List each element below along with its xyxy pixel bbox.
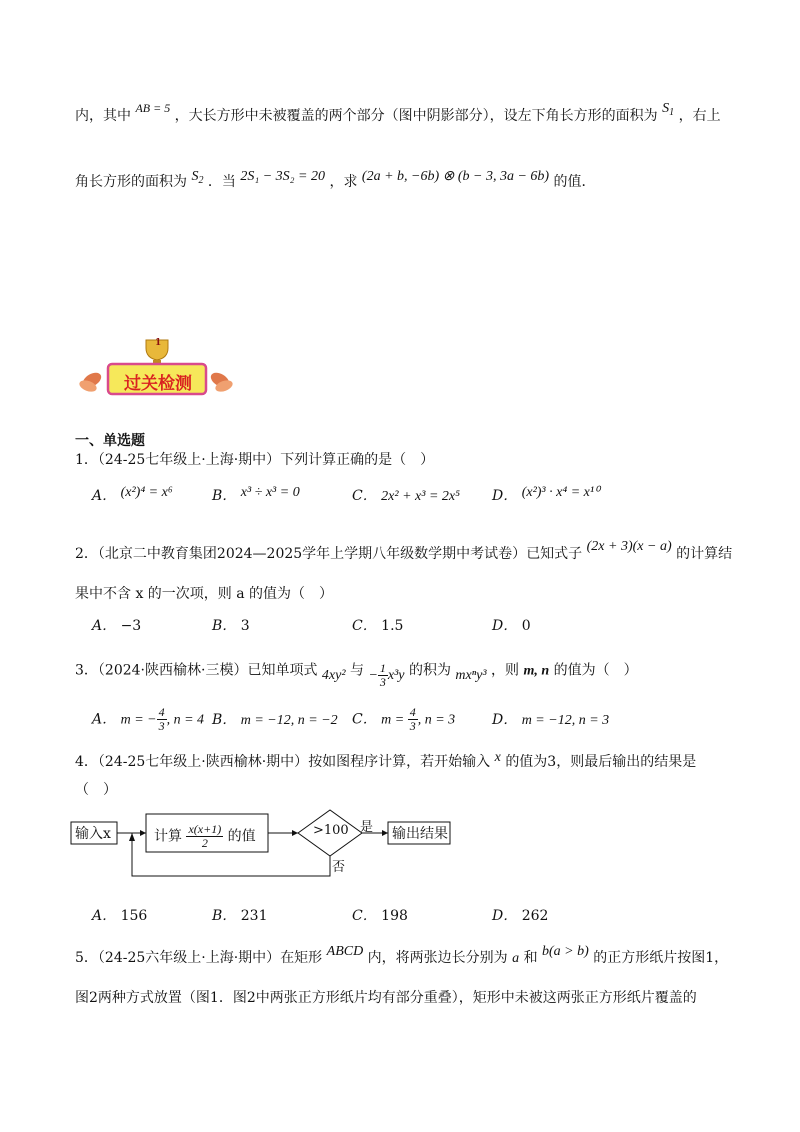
intro-line-2 [75, 169, 596, 197]
q2-option-b[interactable]: B． 3 [212, 618, 250, 634]
intro-text: ．当 [207, 174, 236, 190]
question-5-line-2: 图2两种方式放置（图1．图2中两张正方形纸片均有部分重叠），矩形中未被这两张正方形纸片覆盖的 [75, 990, 697, 1006]
intro-text: ，大长方形中未被覆盖的两个部分（图中阴影部分），设左下角长方形的面积为 [174, 108, 658, 124]
q2-option-d[interactable]: D． 0 [492, 618, 531, 634]
q4-option-c[interactable]: C． 198 [352, 908, 408, 924]
intro-text: 的值． [553, 174, 596, 190]
question-source: （北京二中教育集团2024—2025学年上学期八年级数学期中考试卷） [97, 546, 527, 562]
s2-symbol: $S_2$ [191, 169, 204, 186]
program-flowchart [70, 808, 470, 884]
checkpoint-badge [78, 336, 238, 406]
q1-option-c[interactable]: C． 2x² + x³ = 2x⁵ [352, 488, 460, 504]
intro-line-1 [75, 101, 721, 131]
flow-calc-box: 计算 $\frac{x(x+1)}{2}$ 的值 [154, 822, 256, 850]
intro-text: ，求 [329, 174, 358, 190]
question-4-line-2: （ ） [75, 782, 117, 798]
question-source: （24-25六年级上·上海·期中） [97, 950, 281, 966]
intro-text: 内，其中 [75, 108, 131, 124]
s1-symbol: $S_1$ [662, 101, 675, 118]
q3-option-b[interactable]: B． m = −12, n = −2 [212, 712, 338, 728]
q2-option-c[interactable]: C． 1.5 [352, 618, 404, 634]
flow-condition: >100 [313, 823, 349, 838]
question-5: 5．（24-25六年级上·上海·期中）在矩形 ABCD 内，将两张边长分别为 a 和 b(a > b) 的正方形纸片按图1， [75, 944, 729, 966]
question-3: 3．（2024·陕西榆林·三模）已知单项式 4xy² 与 − $\frac{1}{3}$ x³y 的积为 mxⁿy³ ，则 m, n 的值为（ ） [75, 661, 638, 689]
question-1: 1．（24-25七年级上·上海·期中）下列计算正确的是（ ） [75, 452, 435, 468]
flow-output-box: 输出结果 [392, 826, 448, 842]
q4-option-a[interactable]: A． 156 [92, 908, 148, 924]
flow-yes-label: 是 [360, 820, 374, 835]
q1-option-b[interactable]: B． x³ ÷ x³ = 0 [212, 485, 300, 504]
flow-input-box: 输入x [75, 826, 111, 842]
question-source: （24-25七年级上·陕西榆林·期中） [97, 754, 309, 770]
q1-option-a[interactable]: A． (x²)⁴ = x⁶ [92, 485, 173, 504]
trophy-number: 1 [155, 338, 162, 348]
badge-text: 过关检测 [124, 374, 192, 394]
q2-option-a[interactable]: A． −3 [92, 618, 142, 634]
question-2: 2．（北京二中教育集团2024—2025学年上学期八年级数学期中考试卷）已知式子 (2x + 3)(x − a) 的计算结 [75, 539, 733, 562]
eq-s: 2S₁ − 3S₂ = 20 [240, 169, 325, 184]
leaf-right-icon [208, 370, 234, 394]
flow-no-label: 否 [332, 860, 346, 875]
intro-text: ，右上 [678, 108, 721, 124]
question-4: 4．（24-25七年级上·陕西榆林·期中）按如图程序计算，若开始输入 x 的值为3，则最后输出的结果是 [75, 750, 697, 770]
q3-option-c[interactable]: C． m = $\frac{4}{3}$ , n = 3 [352, 705, 456, 733]
eq-ab: AB = 5 [135, 101, 171, 115]
intro-text: 角长方形的面积为 [75, 174, 187, 190]
leaf-left-icon [78, 370, 104, 394]
q4-option-b[interactable]: B． 231 [212, 908, 268, 924]
question-source: （24-25七年级上·上海·期中） [97, 452, 281, 468]
flowchart-lines [70, 808, 470, 884]
q4-option-d[interactable]: D． 262 [492, 908, 549, 924]
question-2-line-2: 果中不含 x 的一次项，则 a 的值为（ ） [75, 586, 334, 602]
question-source: （2024·陕西榆林·三模） [97, 662, 248, 679]
operation-expr: (2a + b, −6b) ⊗ (b − 3, 3a − 6b) [361, 169, 550, 184]
q3-option-d[interactable]: D． m = −12, n = 3 [492, 712, 610, 728]
q3-option-a[interactable]: A． m = − $\frac{4}{3}$ , n = 4 [92, 705, 205, 733]
section-title: 一、单选题 [75, 433, 145, 449]
q1-option-d[interactable]: D． (x²)³ · x⁴ = x¹⁰ [492, 485, 600, 504]
monomial-2: − $\frac{1}{3}$ x³y [368, 661, 405, 689]
